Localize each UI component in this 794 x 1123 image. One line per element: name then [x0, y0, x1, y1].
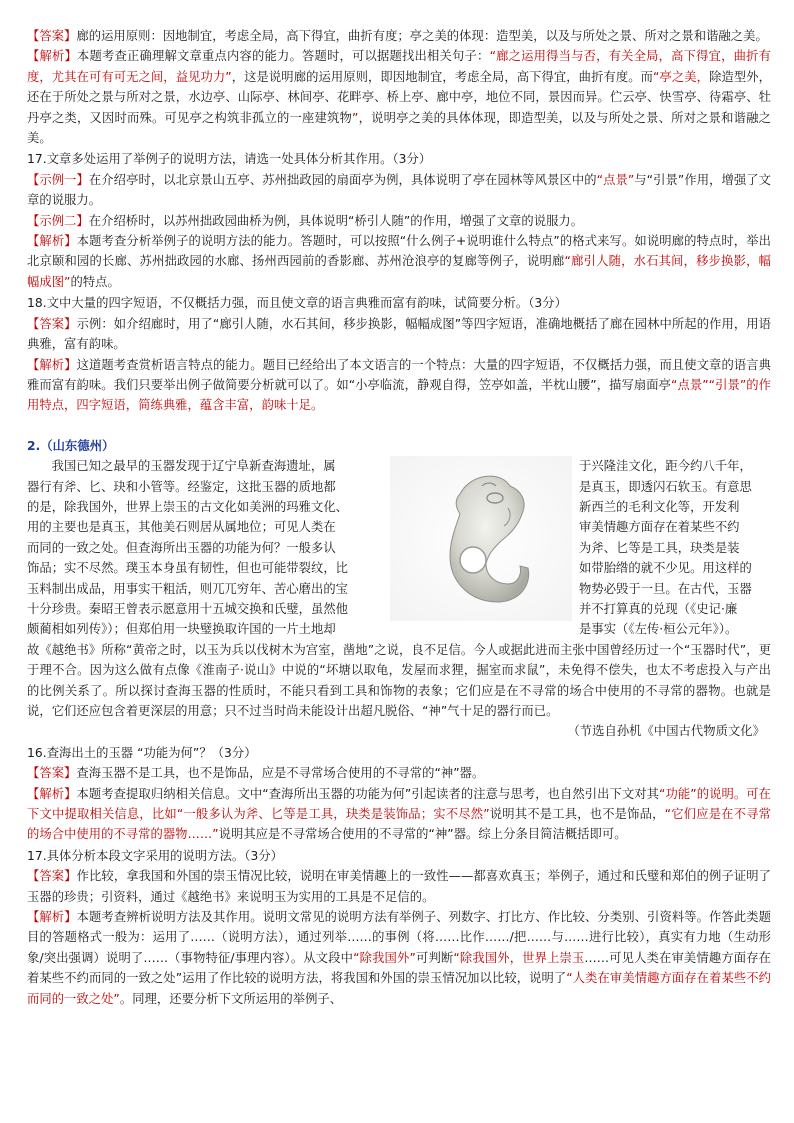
answer-paragraph [27, 314, 771, 355]
passage-text-right: 是事实（《左传·桓公元年》）。 [579, 622, 738, 637]
analysis-text: 除造型外，还在于所处之景与所对之景，水边亭、山际亭、林间亭、花畔亭、桥上亭、廊中亭，地位不同，景因而异。伫云亭、快雪亭、待霜亭、牡丹亭之类，又因时而殊。可见亭之构筑非孤立的一座建筑物 [27, 69, 771, 125]
example-text: 与“引景”作用，增强了文章的说服力。 [27, 172, 772, 208]
analysis-quote: “功能”的说明。可在下文中提取相关信息，比如“一般多认为斧、匕等是工具，玦类是装饰品；实不尽然” [27, 786, 771, 822]
passage-text-left: 饰品；实不尽然。璞玉本身虽有韧性，但也可能带裂纹，比 [27, 561, 349, 576]
spacer [27, 416, 771, 436]
example-tag: 【示例一】 [27, 172, 89, 187]
passage-text-left: 十分珍贵。秦昭王曾表示愿意用十五城交换和氏璧，虽然他 [27, 601, 349, 616]
analysis-tag: 【解析】 [27, 357, 77, 372]
passage-text-left: 而同的一致之处。但查海所出玉器的功能为何？一般多认 [27, 540, 336, 555]
answer-text: 示例：如介绍廊时，用了“廊引人随，水石其间，移步换影，幅幅成图”等四字短语，准确地概括了廊在园林中所起的作用，用语典雅，富有韵味。 [27, 316, 772, 352]
analysis-text: 的特点。 [70, 274, 120, 289]
question-17b: 17.具体分析本段文字采用的说明方法。（3分） [27, 848, 284, 863]
answer-paragraph [27, 763, 771, 783]
analysis-quote: “它们应是在不寻常的场合中使用的不寻常的器物……” [27, 807, 771, 842]
analysis-text: ……可见人类在审美情趣方面存在着某些不约而同的一致之处”运用了作比较的说明方法，将我国和外国的崇玉情况加以比较，说明了 [27, 950, 771, 986]
analysis-text: 本题考查提取归纳相关信息。文中“查海所出玉器的功能为何”引起读者的注意与思考，也自然引出下文对其 [76, 786, 660, 801]
example-text: 在介绍亭时，以北京景山五亭、苏州拙政园的扇面亭为例，具体说明了亭在园林等风景区中的 [88, 172, 597, 187]
jade-dragon-image [390, 456, 572, 621]
passage-with-figure [27, 456, 771, 640]
passage-source: （节选自孙机《中国古代物质文化》 [567, 724, 765, 739]
analysis-quote: “点景”“引景”的作用特点，四字短语，简练典雅，蕴含丰富，韵味十足。 [27, 377, 771, 413]
document-page [27, 26, 771, 1009]
analysis-quote: “廊引人随，水石其间，移步换影，幅幅成图” [27, 254, 771, 289]
answer-tag: 【答案】 [27, 766, 77, 781]
passage-line [27, 619, 771, 639]
passage-text-right: 审美情趣方面存在着某些不约 [579, 520, 740, 535]
analysis-text: 本题考查辨析说明方法及其作用。说明文常见的说明方法有举例子、列数字、打比方、作比较、分类别、引资料等。作答此类题目的答题格式一般为：运用了……（说明方法），通过列举……的事例（将……比作……/把……与……进行比较），真实有力地（生动形象/突出强调）说明了……（事物特征/事理内容）。从文段中 [27, 910, 771, 965]
passage-text-right: 于兴隆洼文化，距今约八千年， [579, 459, 752, 474]
example-quote: “点景” [596, 172, 635, 187]
example-tag: 【示例二】 [27, 213, 89, 228]
analysis-quote: ” [352, 110, 359, 125]
answer-tag: 【答案】 [27, 869, 77, 884]
analysis-text: 说明其不是工具，也不是饰品， [489, 807, 665, 822]
analysis-paragraph [27, 231, 771, 292]
analysis-tag: 【解析】 [27, 234, 77, 249]
question-17: 17.文章多处运用了举例子的说明方法，请选一处具体分析其作用。（3分） [27, 152, 432, 167]
example-one [27, 170, 771, 211]
analysis-tag: 【解析】 [27, 910, 77, 925]
passage-text-left: 我国已知之最早的玉器发现于辽宁阜新查海遗址，属 [51, 459, 336, 474]
analysis-quote: “除我国外，世界上崇玉 [453, 950, 585, 965]
passage-text-left: 玉料制出成品，用事实干粗活，则兀兀穷年、苦心磨出的宝 [27, 581, 349, 596]
passage-text-left: 器行有斧、匕、玦和小管等。经鉴定，这批玉器的质地都 [27, 479, 336, 494]
analysis-text: 说明其应是不寻常场合使用的不寻常的“神”器。综上分条目简洁概括即可。 [218, 827, 627, 842]
answer-tag: 【答案】 [27, 29, 77, 43]
answer-text: 廊的运用原则：因地制宜，考虑全局，高下得宜，曲折有度；亭之美的体现：造型美，以及与所处之景、所对之景和谐融之美。 [76, 29, 768, 43]
question-16: 16.查海出土的玉器 “功能为何”？（3分） [27, 745, 257, 760]
passage-text-right: 是真玉，即透闪石软玉。有意思 [579, 479, 752, 494]
analysis-paragraph [27, 907, 771, 1009]
question-18: 18.文中大量的四字短语，不仅概括力强，而且使文章的语言典雅而富有韵味，试简要分析。（3分） [27, 296, 567, 311]
analysis-tag: 【解析】 [27, 49, 78, 64]
passage-text-right: 如带胎绺的就不少见。用这样的 [579, 561, 752, 576]
analysis-text: 本题考查分析举例子的说明方法的能力。答题时，可以按照“什么例子+说明谁什么特点”的格式来写。如说明廊的特点时，举出北京颐和园的长廊、苏州拙政园的水廊、扬州西园前的香影廊、苏州沧浪亭的复廊等例子，说明廊 [27, 234, 771, 269]
passage-text-right: 并不打算真的兑现（《史记·廉 [579, 601, 738, 616]
analysis-text: ，说明亭之美的具体体现，即造型美，以及与所处之景、所对之景和谐融之美。 [27, 110, 771, 146]
analysis-quote: “廊之运用得当与否，有关全局，高下得宜，曲折有度，尤其在可有可无之间，益见功力” [27, 49, 772, 84]
analysis-quote: “人类在审美情趣方面存在着某些不约而同的一致之处” [27, 971, 771, 1006]
passage-text-left: 用的主要也是真玉，其他美石则居从属地位；可见人类在 [27, 520, 336, 535]
passage-text-left: 颇蔺相如列传》）；但郑伯用一块璧换取许国的一片土地却 [27, 622, 336, 637]
passage-continuation: 故《越绝书》所称“黄帝之时，以玉为兵以伐树木为宫室，凿地”之说，良不足信。今人或据此进而主张中国曾经历过一个“玉器时代”，更于理不合。因为这么做有点像《淮南子·说山》中说的“坏塘以取龟，发屋而求狸，掘室而求鼠”，未免得不偿失，也太不考虑投入与产出的比例关系了。所以探讨查海玉器的性质时，不能只看到工具和饰物的表象；它们应是在不寻常的场合中使用的不寻常的器物。也就是说，它们还应包含着更深层的用意；只不过当时尚未能设计出超凡脱俗、“神”气十足的器行而已。 [27, 642, 771, 718]
analysis-tag: 【解析】 [27, 786, 77, 801]
passage-text-right: 为斧、匕等是工具，玦类是装 [579, 540, 740, 555]
answer-tag: 【答案】 [27, 316, 77, 331]
analysis-text: 本题考查正确理解文章重点内容的能力。答题时，可以据题找出相关句子： [77, 49, 490, 64]
example-two [27, 211, 771, 231]
analysis-paragraph [27, 355, 771, 416]
analysis-paragraph [27, 784, 771, 845]
answer-paragraph [27, 26, 771, 46]
analysis-paragraph [27, 46, 771, 148]
analysis-text: 这道题考查赏析语言特点的能力。题目已经给出了本文语言的一个特点：大量的四字短语，不仅概括力强，而且使文章的语言典雅而富有韵味。我们只要举出例子做简要分析就可以了。如“小亭临流，静观自得，笠亭如盖，半枕山腰”，描写扇面亭 [27, 357, 771, 392]
section-heading: 2.（山东德州） [27, 438, 115, 453]
analysis-quote: “除我国外” [353, 950, 416, 965]
jade-pig-dragon-icon [390, 456, 572, 621]
passage-text-left: 的是，除我国外，世界上崇玉的古文化如美洲的玛雅文化、 [27, 499, 349, 514]
analysis-text: 。同理，还要分析下文所运用的举例子、 [119, 991, 343, 1006]
passage-text-right: 新西兰的毛利文化等，开发利 [579, 499, 740, 514]
answer-text: 作比较，拿我国和外国的崇玉情况比较，说明在审美情趣上的一致性——都喜欢真玉；举例子，通过和氏璧和郑伯的例子证明了玉器的珍贵；引资料，通过《越绝书》来说明玉为实用的工具是不足信的。 [27, 869, 771, 904]
analysis-text: 可判断 [415, 950, 454, 965]
analysis-quote: “亭之美， [653, 69, 710, 84]
passage-text-right: 物势必毁于一旦。在古代，玉器 [579, 581, 752, 596]
answer-paragraph [27, 866, 771, 907]
analysis-text: ，这是说明廊的运用原则，即因地制宜，考虑全局，高下得宜，曲折有度。而 [231, 69, 654, 84]
example-text: 在介绍桥时，以苏州拙政园曲桥为例，具体说明“桥引人随”的作用，增强了文章的说服力。 [88, 213, 584, 228]
answer-text: 查海玉器不是工具，也不是饰品，应是不寻常场合使用的不寻常的“神”器。 [76, 766, 485, 781]
